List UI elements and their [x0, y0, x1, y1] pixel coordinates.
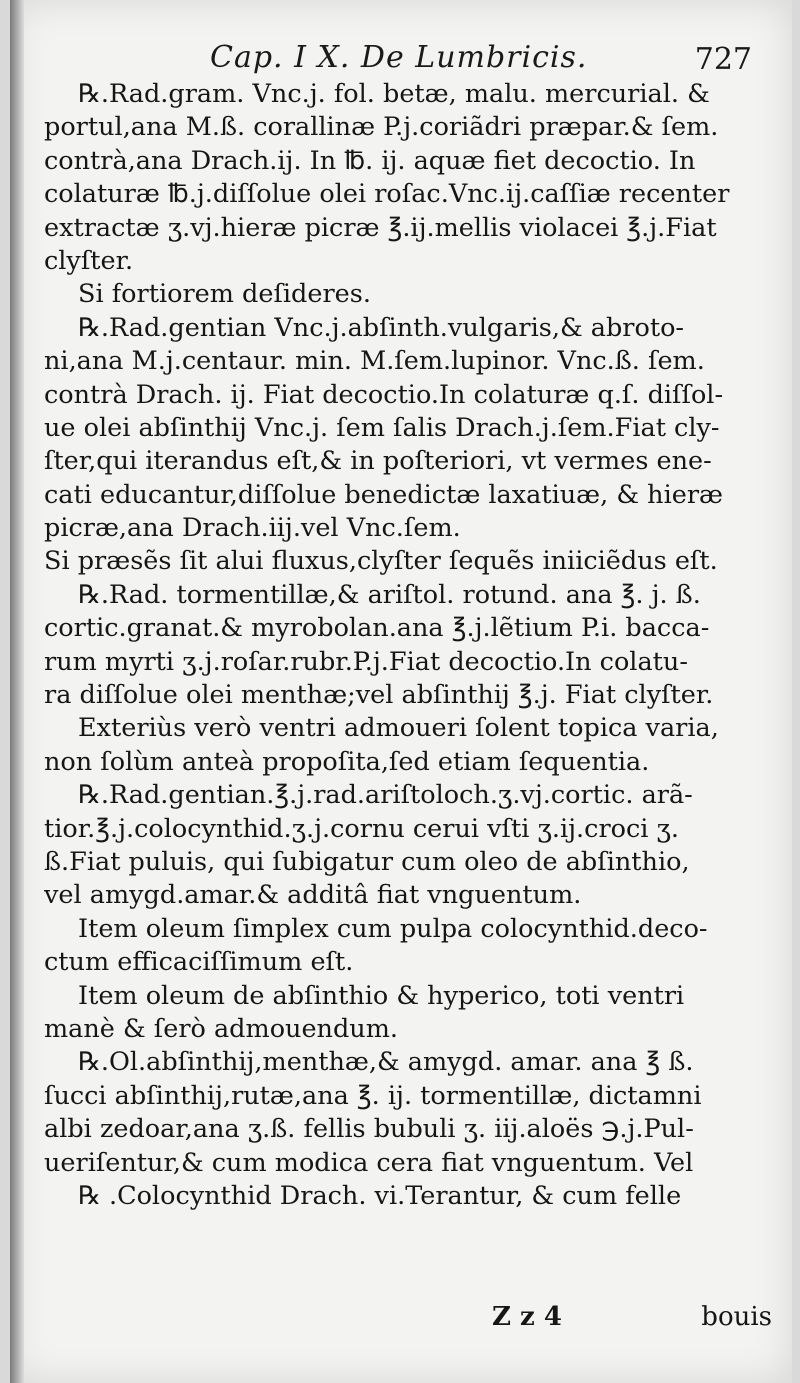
text-line: Item oleum ſimplex cum pulpa colocynthid.deco-	[78, 913, 708, 944]
text-line: cortic.granat.& myrobolan.ana ℥.j.lẽtium P.i. bacca-	[44, 613, 710, 644]
text-line: extractæ ʒ.vj.hieræ picræ ℥.ij.mellis violacei ℥.j.Fiat	[44, 212, 717, 243]
text-line: ueriſentur,& cum modica cera fiat vnguentum. Vel	[44, 1147, 694, 1178]
text-line: cati educantur,diſſolue benedictæ laxatiuæ, & hieræ	[44, 479, 723, 510]
text-line: rum myrti ʒ.j.roſar.rubr.P.j.Fiat decoctio.In colatu-	[44, 646, 688, 677]
text-line: contrà Drach. ij. Fiat decoctio.In colaturæ q.ſ. diſſol-	[44, 379, 724, 410]
text-line: ℞ .Colocynthid Drach. vi.Terantur, & cum felle	[78, 1180, 682, 1211]
text-line: colaturæ ℔.j.diſſolue olei roſac.Vnc.ij.caſſiæ recenter	[44, 179, 730, 210]
book-page	[10, 0, 792, 1383]
text-line: ß.Fiat puluis, qui ſubigatur cum oleo de abſinthio,	[44, 846, 690, 877]
text-line: Si præsẽs ſit alui fluxus,clyſter ſequẽs iniiciẽdus eſt.	[44, 546, 718, 577]
text-line: ue olei abſinthij Vnc.j. ſem ſalis Drach.j.ſem.Fiat cly-	[44, 412, 720, 443]
page-number: 727	[694, 42, 752, 77]
text-line: ℞.Rad.gentian.℥.j.rad.ariſtoloch.ʒ.vj.cortic. arã-	[78, 780, 693, 811]
text-line: ſucci abſinthij,rutæ,ana ℥. ij. tormentillæ, dictamni	[44, 1080, 702, 1111]
page-header	[210, 40, 752, 80]
text-line: contrà,ana Drach.ij. In ℔. ij. aquæ fiet decoctio. In	[44, 145, 696, 176]
text-line: manè & ſerò admouendum.	[44, 1013, 399, 1044]
text-line: Item oleum de abſinthio & hyperico, toti ventri	[78, 980, 685, 1011]
text-line: ctum efficaciſſimum eſt.	[44, 947, 354, 978]
text-line: Si fortiorem deſideres.	[78, 279, 371, 310]
text-line: picræ,ana Drach.iij.vel Vnc.ſem.	[44, 513, 461, 544]
text-line: Exteriùs verò ventri admoueri ſolent topica varia,	[78, 713, 719, 744]
text-line: albi zedoar,ana ʒ.ß. fellis bubuli ʒ. iij.aloës ℈.j.Pul-	[44, 1114, 694, 1145]
text-line: ni,ana M.j.centaur. min. M.ſem.lupinor. Vnc.ß. ſem.	[44, 346, 705, 377]
signature-mark: Z z 4	[492, 1302, 562, 1332]
page-footer	[44, 1302, 772, 1342]
text-line: ℞.Rad.gentian Vnc.j.abſinth.vulgaris,& abroto-	[78, 312, 685, 343]
text-line: vel amygd.amar.& additâ fiat vnguentum.	[44, 880, 582, 911]
gutter-shadow	[10, 0, 24, 1383]
running-head: Cap. I X. De Lumbricis.	[210, 40, 588, 75]
text-line: non ſolùm anteà propoſita,ſed etiam ſequentia.	[44, 746, 650, 777]
text-line: ℞.Ol.abſinthij,menthæ,& amygd. amar. ana ℥ ß.	[78, 1047, 694, 1078]
text-line: ℞.Rad.gram. Vnc.j. fol. betæ, malu. mercurial. &	[78, 79, 710, 109]
text-line: portul,ana M.ß. corallinæ P.j.coriãdri præpar.& ſem.	[44, 112, 719, 143]
text-line: tior.℥.j.colocynthid.ʒ.j.cornu cerui vſti ʒ.ij.croci ʒ.	[44, 813, 680, 844]
text-body	[44, 78, 772, 1213]
text-line: ſter,qui iterandus eſt,& in poſteriori, vt vermes ene-	[44, 446, 712, 477]
text-line: ra diſſolue olei menthæ;vel abſinthij ℥.j. Fiat clyſter.	[44, 680, 714, 711]
catchword: bouis	[701, 1302, 772, 1332]
text-line: ℞.Rad. tormentillæ,& ariſtol. rotund. ana ℥. j. ß.	[78, 579, 701, 610]
text-line: clyſter.	[44, 245, 134, 276]
